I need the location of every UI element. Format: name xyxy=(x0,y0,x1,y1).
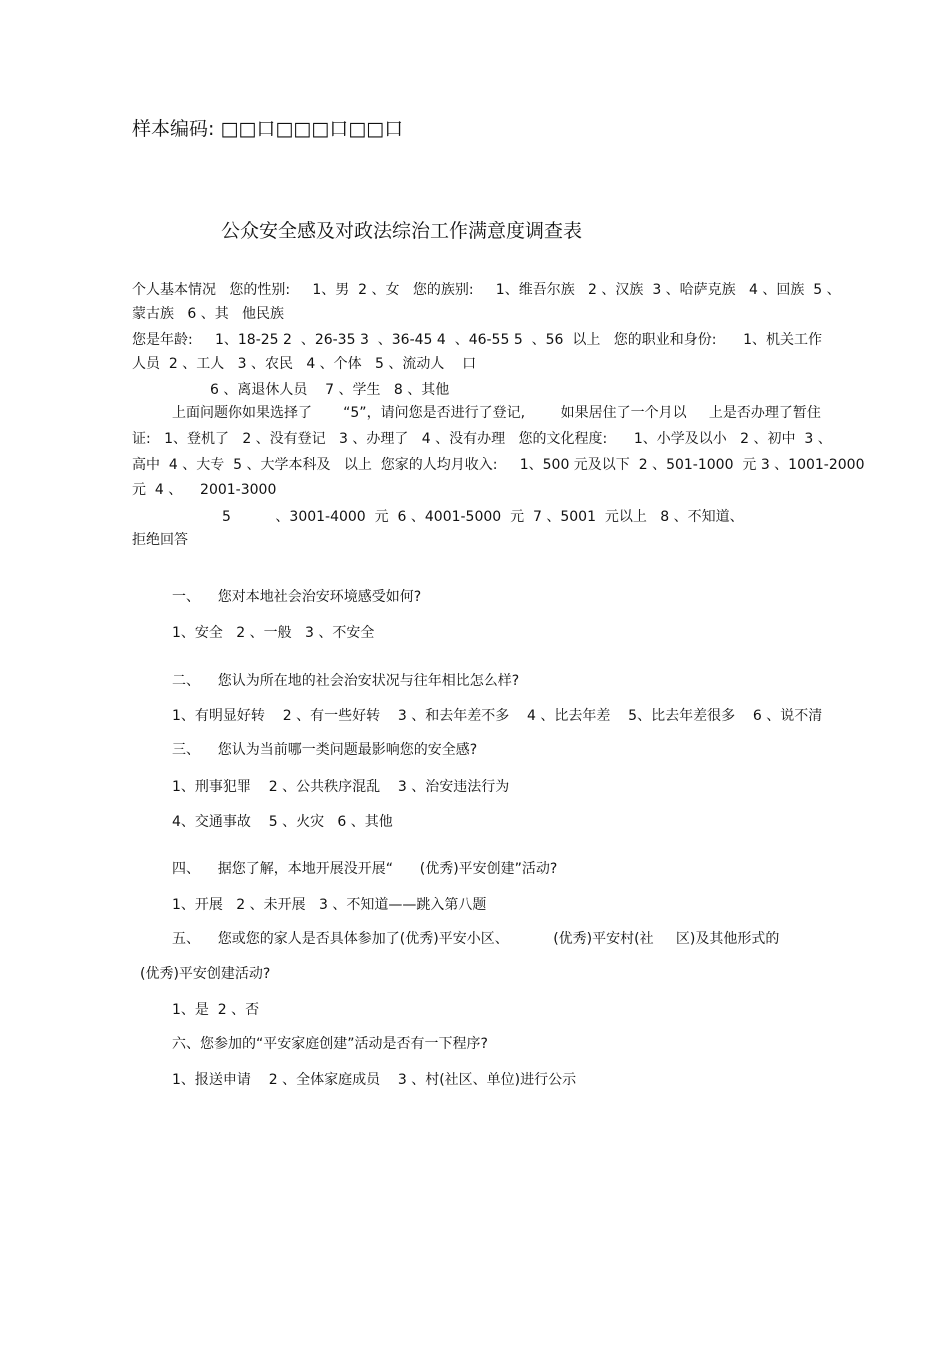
basic-info-line: 上面问题你如果选择了 “5”，请问您是否进行了登记, 如果居住了一个月以 上是否办理了暂住 xyxy=(172,405,821,421)
basic-info-line: 个人基本情况 您的性别: 1、男 2 、女 您的族别: 1、维吾尔族 2 、汉族 3 、哈萨克族 4 、回族 5 、 xyxy=(132,282,841,298)
document-title: 公众安全感及对政法综治工作满意度调查表 xyxy=(221,220,583,242)
basic-info-line: 高中 4 、大专 5 、大学本科及 以上 您家的人均月收入: 1、500 元及以下 2 、501-1000 元 3 、1001-2000 xyxy=(132,457,865,473)
question-3-options: 4、交通事故 5 、火灾 6 、其他 xyxy=(172,814,393,830)
sample-code xyxy=(132,114,403,141)
question-5-options: 1、是 2 、否 xyxy=(172,1002,260,1018)
sample-code-boxes: □□口□□□口□□口 xyxy=(220,118,404,140)
question-5: 五、 您或您的家人是否具体参加了(优秀)平安小区、 (优秀)平安村(社 区)及其他形式的 xyxy=(172,931,780,947)
basic-info-line: 蒙古族 6 、其 他民族 xyxy=(132,306,285,322)
sample-code-label: 样本编码: xyxy=(132,118,215,140)
question-5-continued: (优秀)平安创建活动? xyxy=(140,966,271,982)
question-6-options: 1、报送申请 2 、全体家庭成员 3 、村(社区、单位)进行公示 xyxy=(172,1072,577,1088)
question-2-options: 1、有明显好转 2 、有一些好转 3 、和去年差不多 4 、比去年差 5、比去年差很多 6 、说不清 xyxy=(172,708,823,724)
basic-info-line: 6 、离退休人员 7 、学生 8 、其他 xyxy=(210,382,450,398)
question-1-options: 1、安全 2 、一般 3 、不安全 xyxy=(172,625,375,641)
question-6: 六、您参加的“平安家庭创建”活动是否有一下程序? xyxy=(172,1036,488,1052)
question-4: 四、 据您了解，本地开展没开展“ (优秀)平安创建”活动? xyxy=(172,861,558,877)
question-3: 三、 您认为当前哪一类问题最影响您的安全感? xyxy=(172,742,478,758)
basic-info-line: 人员 2 、工人 3 、农民 4 、个体 5 、流动人 口 xyxy=(132,356,477,372)
basic-info-line: 您是年龄: 1、18-25 2 、26-35 3 、36-45 4 、46-55 5 、56 以上 您的职业和身份: 1、机关工作 xyxy=(132,332,823,348)
question-3-options: 1、刑事犯罪 2 、公共秩序混乱 3 、治安违法行为 xyxy=(172,779,510,795)
basic-info-line: 元 4 、 2001-3000 xyxy=(132,482,277,498)
question-1: 一、 您对本地社会治安环境感受如何? xyxy=(172,589,422,605)
basic-info-line: 证: 1、登机了 2 、没有登记 3 、办理了 4 、没有办理 您的文化程度: 1、小学及以小 2 、初中 3 、 xyxy=(132,431,832,447)
question-4-options: 1、开展 2 、未开展 3 、不知道——跳入第八题 xyxy=(172,897,487,913)
basic-info-line: 拒绝回答 xyxy=(132,532,188,548)
question-2: 二、 您认为所在地的社会治安状况与往年相比怎么样? xyxy=(172,673,520,689)
basic-info-line: 5 、3001-4000 元 6 、4001-5000 元 7 、5001 元以上 8 、不知道、 xyxy=(222,509,744,525)
